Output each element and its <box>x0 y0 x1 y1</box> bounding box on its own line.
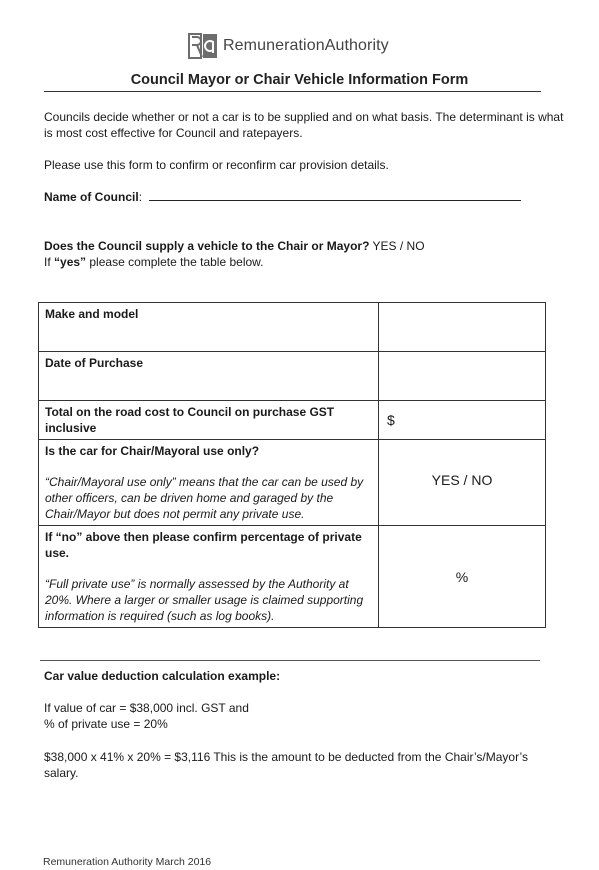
section-divider <box>40 660 540 661</box>
form-title: Council Mayor or Chair Vehicle Information Form <box>130 72 469 88</box>
logo-text: RemunerationAuthority <box>223 37 389 54</box>
table-row <box>39 401 546 440</box>
mayoral-use-cell <box>39 440 379 526</box>
instruction-yes: “yes” <box>54 255 87 269</box>
instruction-prefix: If <box>44 255 55 269</box>
supply-question: Does the Council supply a vehicle to the Chair or Mayor? <box>44 239 370 253</box>
table-row <box>39 440 546 526</box>
title-underline <box>44 91 541 92</box>
council-name-label: Name of Council <box>44 190 139 204</box>
private-use-note: “Full private use” is normally assessed by the Authority at 20%. Where a larger or smaller usage is claimed supporting information is required (such as log books). <box>45 577 364 623</box>
vehicle-info-table <box>38 302 546 628</box>
purchase-date-value[interactable] <box>379 352 546 401</box>
intro-paragraph-2: Please use this form to confirm or reconfirm car provision details. <box>44 158 389 172</box>
council-name-field[interactable] <box>149 189 521 201</box>
private-use-value[interactable]: % <box>379 526 546 628</box>
mayoral-use-note: “Chair/Mayoral use only” means that the car can be used by other officers, can be driven home and garaged by the Chair/Mayor but does not permit any private use. <box>45 475 364 521</box>
mayoral-use-value[interactable]: YES / NO <box>379 440 546 526</box>
purchase-date-label: Date of Purchase <box>39 352 379 401</box>
supply-question-row <box>44 238 564 254</box>
example-line-1: If value of car = $38,000 incl. GST and <box>44 701 249 715</box>
example-heading: Car value deduction calculation example: <box>44 669 281 683</box>
table-row <box>39 303 546 352</box>
make-model-value[interactable] <box>379 303 546 352</box>
private-use-label: If “no” above then please confirm percentage of private use. <box>45 530 362 560</box>
table-row <box>39 352 546 401</box>
example-line-2: % of private use = 20% <box>44 717 168 731</box>
mayoral-use-label: Is the car for Chair/Mayoral use only? <box>45 444 260 458</box>
logo <box>188 32 389 60</box>
table-row <box>39 526 546 628</box>
supply-options[interactable]: YES / NO <box>372 239 425 253</box>
total-cost-label: Total on the road cost to Council on purchase GST inclusive <box>39 401 379 440</box>
footer-text: Remuneration Authority March 2016 <box>43 856 212 868</box>
intro-paragraph-1: Councils decide whether or not a car is to be supplied and on what basis. The determinant is what is most cost effective for Council and ratepayers. <box>44 110 564 140</box>
council-name-row <box>44 189 564 205</box>
supply-instruction <box>44 254 564 270</box>
council-name-colon: : <box>138 190 143 204</box>
total-cost-value[interactable]: $ <box>379 401 546 440</box>
make-model-label: Make and model <box>39 303 379 352</box>
private-use-cell <box>39 526 379 628</box>
remuneration-authority-logo-icon <box>188 32 218 60</box>
example-calculation: $38,000 x 41% x 20% = $3,116 This is the amount to be deducted from the Chair’s/Mayor’s salary. <box>44 750 528 780</box>
instruction-suffix: please complete the table below. <box>86 255 264 269</box>
